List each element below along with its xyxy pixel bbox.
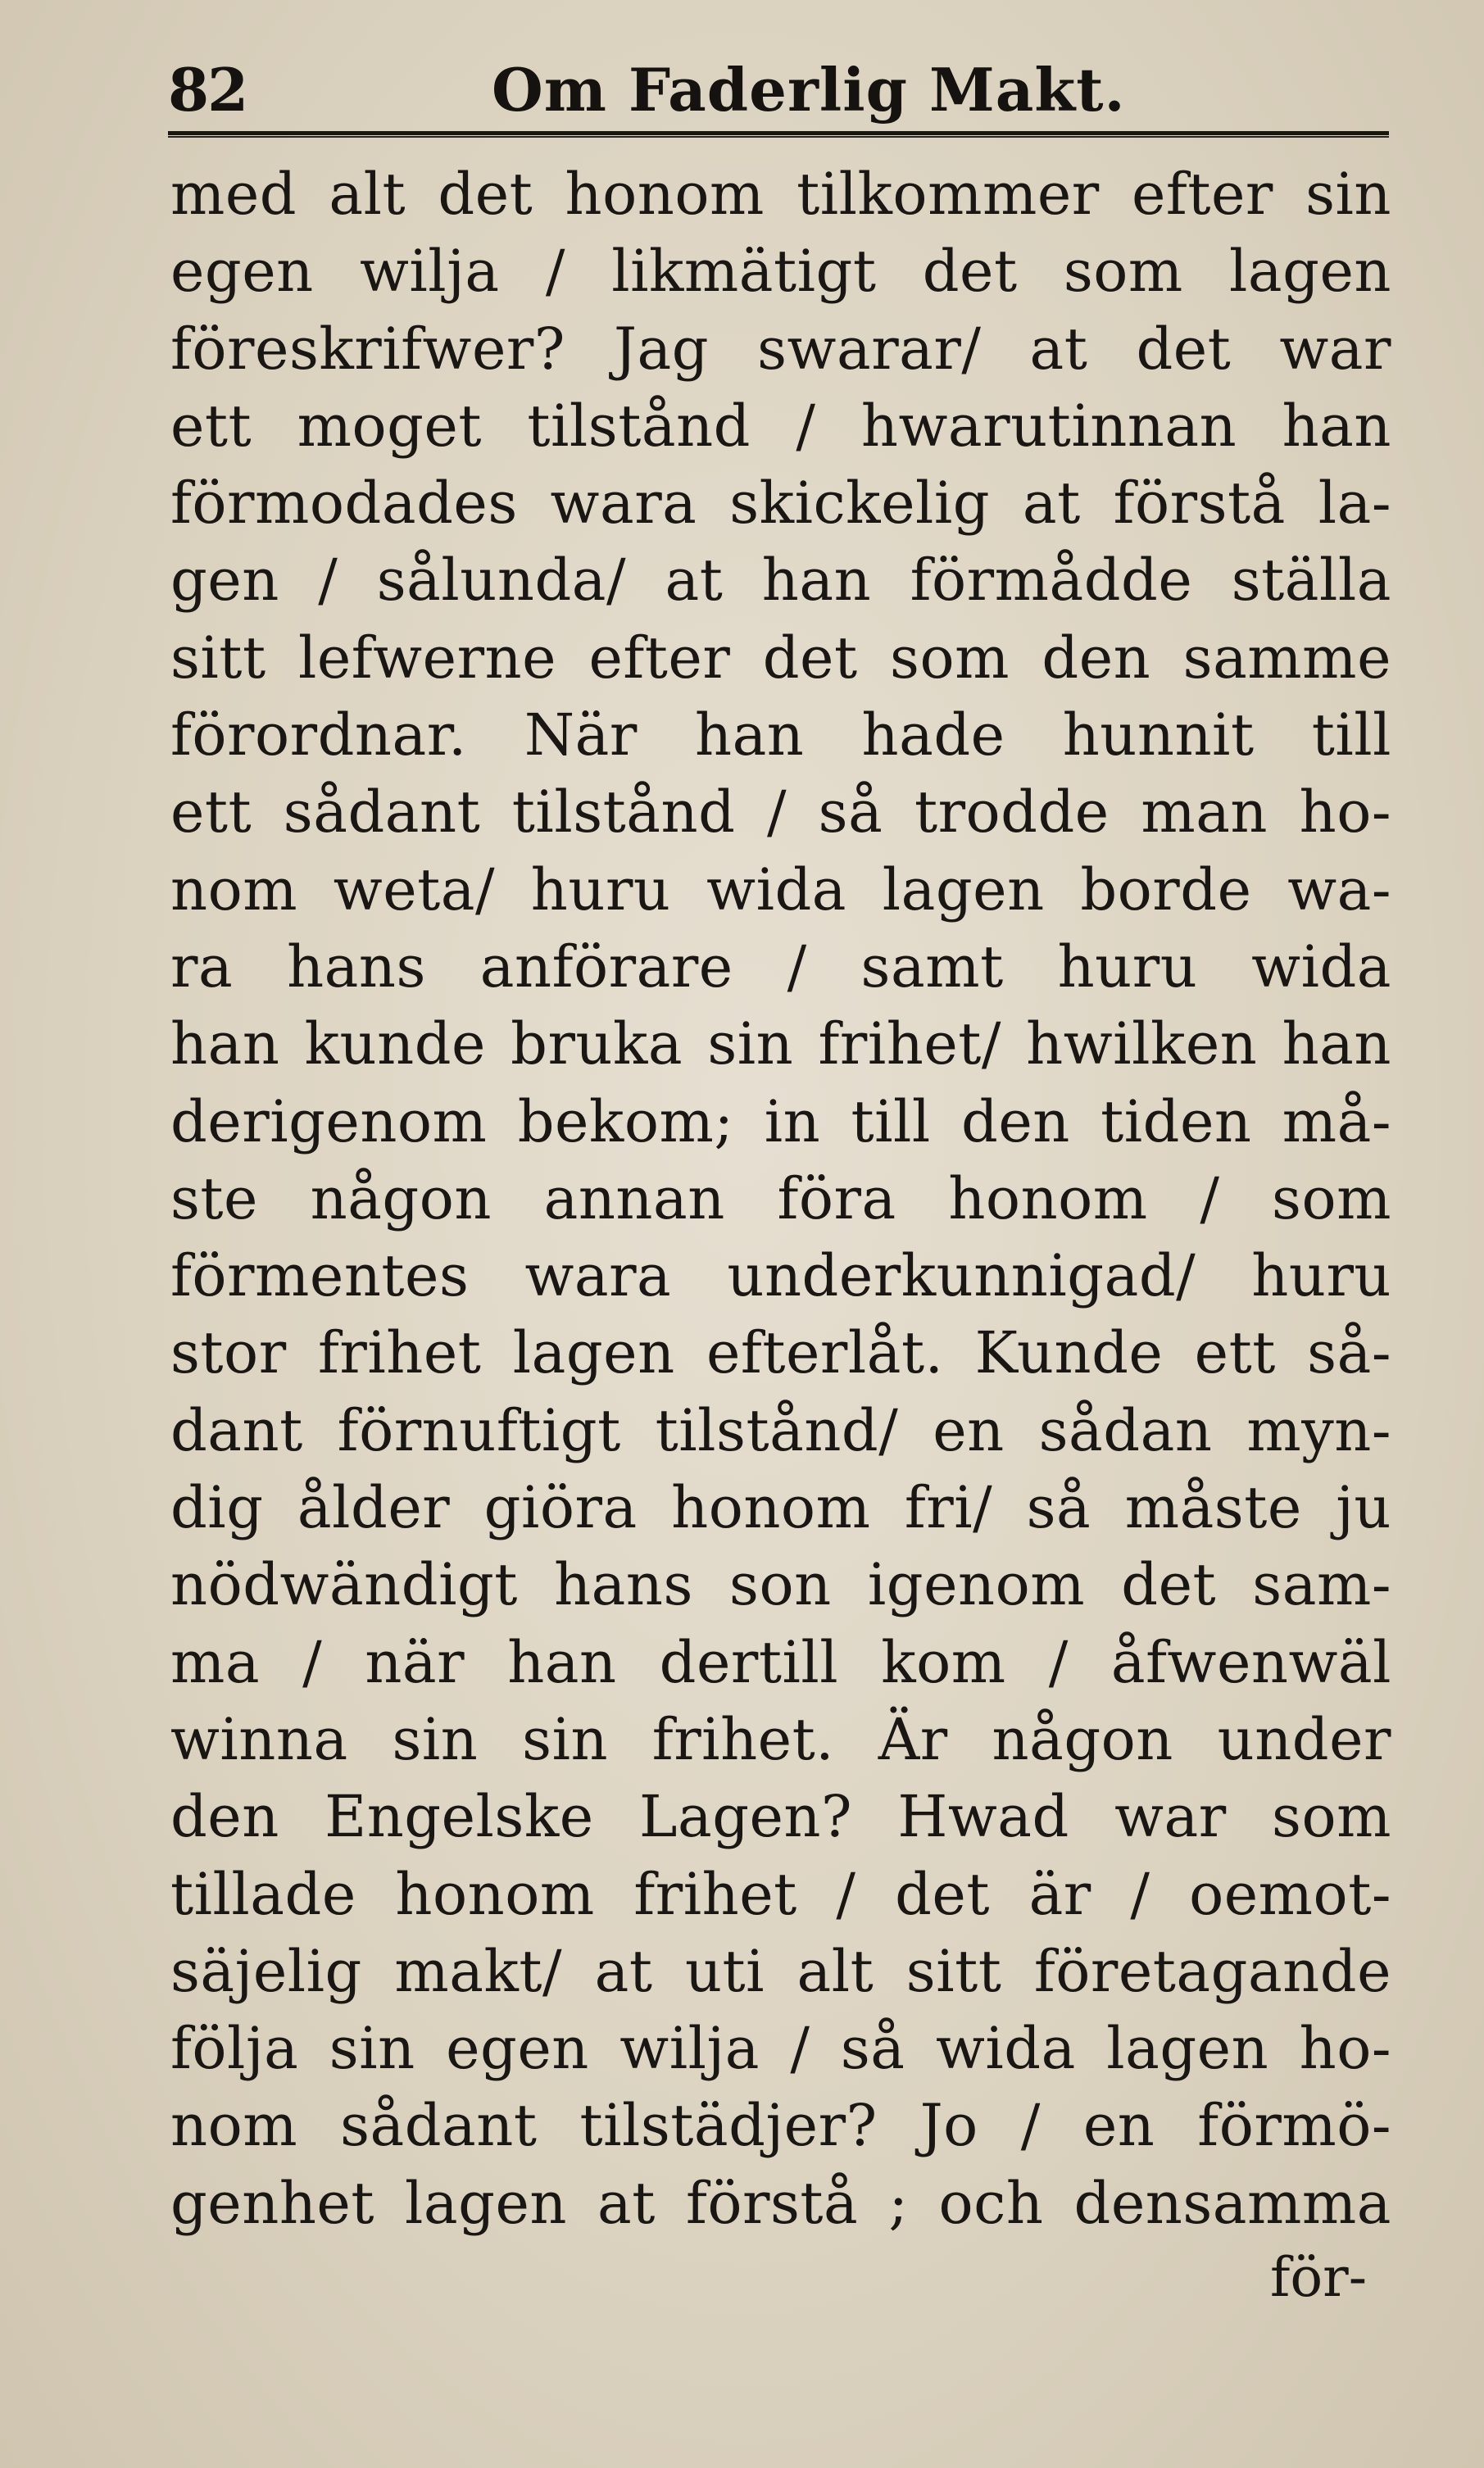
text-line: nom sådant tilstädjer? Jo / en förmö-	[170, 2092, 1391, 2160]
text-line: stor frihet lagen efterlåt. Kunde ett så-	[170, 1319, 1391, 1387]
text-line: ett sådant tilstånd / så trodde man ho-	[170, 778, 1391, 846]
text-line: ma / när han dertill kom / åfwenwäl	[170, 1628, 1391, 1696]
page-header	[168, 45, 1397, 135]
body-text	[170, 156, 1391, 2242]
text-line: ett moget tilstånd / hwarutinnan han	[170, 392, 1391, 460]
text-line: den Engelske Lagen? Hwad war som	[170, 1783, 1391, 1851]
text-line: ste någon annan föra honom / som	[170, 1164, 1391, 1232]
text-line: ra hans anförare / samt huru wida	[170, 932, 1391, 1000]
text-line: dant förnuftigt tilstånd/ en sådan myn-	[170, 1396, 1391, 1464]
text-line: förmodades wara skickelig at förstå la-	[170, 470, 1391, 538]
text-line: föreskrifwer? Jag swarar/ at det war	[170, 315, 1391, 383]
text-line: förordnar. När han hade hunnit till	[170, 701, 1391, 769]
catchword: för-	[1270, 2246, 1368, 2309]
text-line: derigenom bekom; in till den tiden må-	[170, 1087, 1391, 1155]
text-line: tillade honom frihet / det är / oemot-	[170, 1860, 1391, 1928]
text-line: med alt det honom tilkommer efter sin	[170, 161, 1391, 228]
text-line: gen / sålunda/ at han förmådde ställa	[170, 547, 1391, 615]
text-line: winna sin sin frihet. Är någon under	[170, 1705, 1391, 1773]
running-title: Om Faderlig Makt.	[492, 55, 1126, 125]
text-line: sitt lefwerne efter det som den samme	[170, 624, 1391, 692]
text-line: han kunde bruka sin frihet/ hwilken han	[170, 1010, 1391, 1078]
text-line: förmentes wara underkunnigad/ huru	[170, 1242, 1391, 1310]
text-line: nom weta/ huru wida lagen borde wa-	[170, 855, 1391, 923]
text-line: dig ålder giöra honom fri/ så måste ju	[170, 1474, 1391, 1542]
text-line: egen wilja / likmätigt det som lagen	[170, 238, 1391, 306]
text-line: säjelig makt/ at uti alt sitt företagande	[170, 1937, 1391, 2005]
text-line: nödwändigt hans son igenom det sam-	[170, 1551, 1391, 1619]
header-rule	[168, 131, 1389, 138]
page-number: 82	[168, 55, 247, 125]
text-line: följa sin egen wilja / så wida lagen ho-	[170, 2015, 1391, 2083]
text-line: genhet lagen at förstå ; och densamma	[170, 2169, 1391, 2237]
